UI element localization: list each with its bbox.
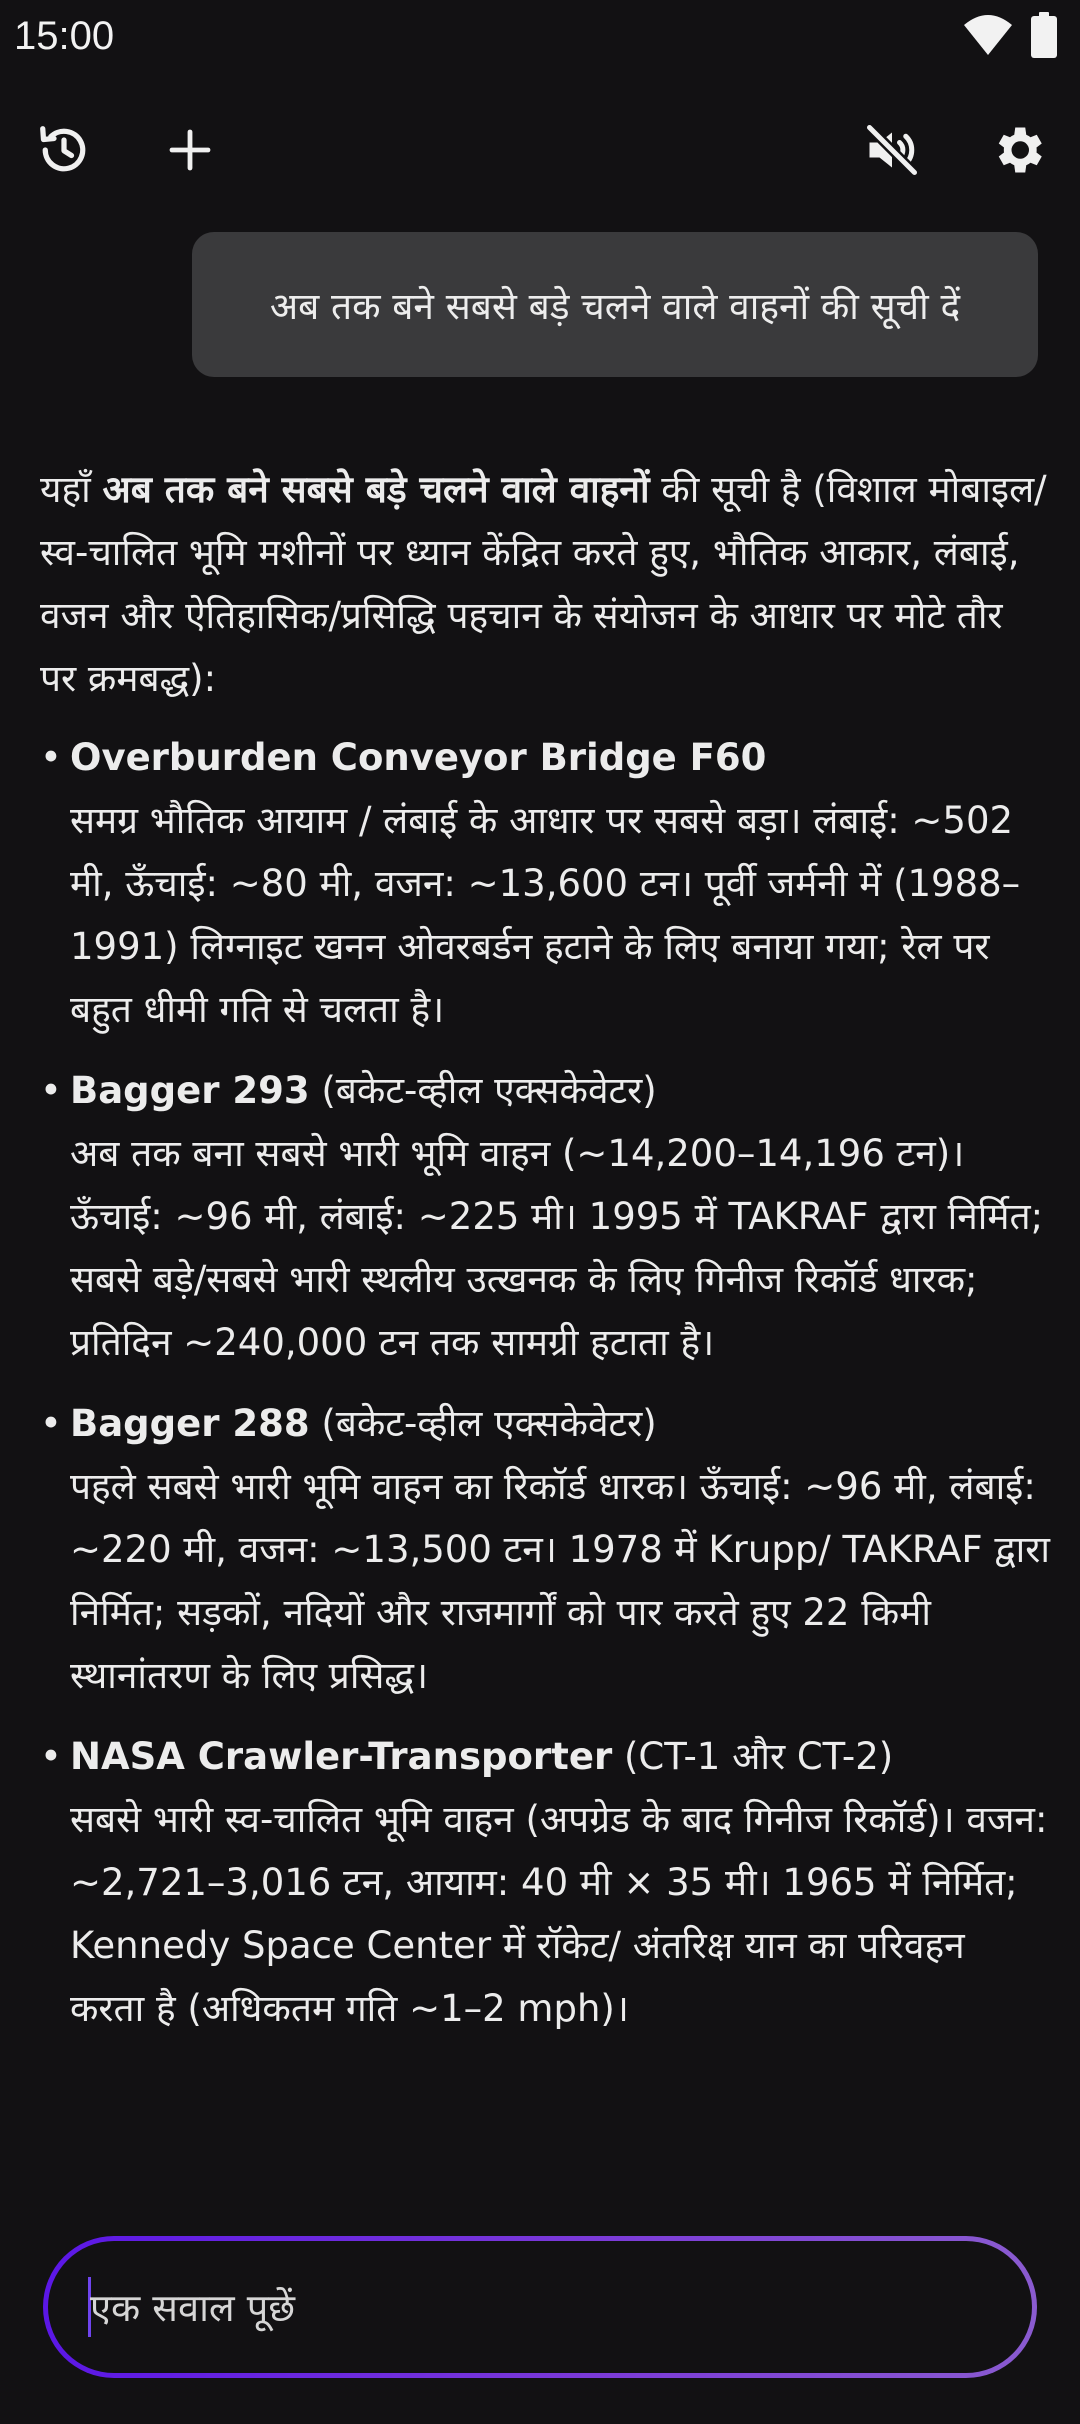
status-bar bbox=[0, 0, 1080, 80]
item-type: (CT-1 और CT-2) bbox=[612, 1735, 894, 1778]
volume-off-icon bbox=[862, 120, 922, 184]
bullet: • bbox=[40, 736, 62, 779]
history-icon bbox=[34, 120, 94, 184]
list-item bbox=[40, 1059, 1050, 1374]
settings-button[interactable] bbox=[970, 104, 1066, 200]
user-message-bubble bbox=[192, 232, 1038, 377]
bullet: • bbox=[40, 1735, 62, 1778]
status-time: 15:00 bbox=[14, 14, 115, 58]
bullet: • bbox=[40, 1402, 62, 1445]
item-title: Bagger 293 bbox=[70, 1069, 310, 1112]
item-description: पहले सबसे भारी भूमि वाहन का रिकॉर्ड धारक। ऊँचाई: ~96 मी, लंबाई: ~220 मी, वजन: ~13,500 टन। 1978 में Krupp/ TAKRAF द्वारा निर्मित; सड़कों, नदियों और राजमार्गों को पार करते हुए 22 किमी स्थानांतरण के लिए प्रसिद्ध। bbox=[70, 1465, 1050, 1697]
vehicle-list bbox=[40, 726, 1050, 2040]
battery-icon bbox=[1030, 12, 1058, 62]
list-item bbox=[40, 1392, 1050, 1707]
list-item bbox=[40, 1725, 1050, 2040]
mute-button[interactable] bbox=[844, 104, 940, 200]
item-title: Overburden Conveyor Bridge F60 bbox=[70, 736, 767, 779]
new-chat-button[interactable] bbox=[142, 104, 238, 200]
item-description: अब तक बना सबसे भारी भूमि वाहन (~14,200–14,196 टन)। ऊँचाई: ~96 मी, लंबाई: ~225 मी। 1995 में TAKRAF द्वारा निर्मित; सबसे बड़े/सबसे भारी स्थलीय उत्खनक के लिए गिनीज रिकॉर्ड धारक; प्रतिदिन ~240,000 टन तक सामग्री हटाता है। bbox=[70, 1132, 1044, 1364]
message-composer bbox=[43, 2236, 1037, 2378]
wifi-icon bbox=[962, 13, 1014, 61]
history-button[interactable] bbox=[16, 104, 112, 200]
list-item bbox=[40, 726, 1050, 1041]
plus-icon bbox=[166, 126, 214, 178]
item-type: (बकेट-व्हील एक्सकेवेटर) bbox=[309, 1069, 657, 1112]
answer-intro: यहाँ अब तक बने सबसे बड़े चलने वाले वाहनों की सूची है (विशाल मोबाइल/स्व-चालित भूमि मशीनों पर ध्यान केंद्रित करते हुए, भौतिक आकार, लंबाई, वजन और ऐतिहासिक/प्रसिद्धि पहचान के संयोजन के आधार पर मोटे तौर पर क्रमबद्ध): bbox=[40, 468, 1047, 700]
top-toolbar bbox=[0, 90, 1080, 220]
gear-icon bbox=[988, 120, 1048, 184]
item-title: Bagger 288 bbox=[70, 1402, 310, 1445]
assistant-response bbox=[40, 458, 1050, 2058]
user-message-text: अब तक बने सबसे बड़े चलने वाले वाहनों की सूची दें bbox=[269, 285, 961, 328]
bullet: • bbox=[40, 1069, 62, 1112]
answer-intro-bold: अब तक बने सबसे बड़े चलने वाले वाहनों bbox=[102, 468, 650, 511]
item-description: सबसे भारी स्व-चालित भूमि वाहन (अपग्रेड के बाद गिनीज रिकॉर्ड)। वजन: ~2,721–3,016 टन, आयाम: 40 मी × 35 मी। 1965 में निर्मित; Kennedy Space Center में रॉकेट/ अंतरिक्ष यान का परिवहन करता है (अधिकतम गति ~1–2 mph)। bbox=[70, 1798, 1048, 2030]
item-title: NASA Crawler-Transporter bbox=[70, 1735, 613, 1778]
question-input[interactable] bbox=[88, 2241, 972, 2375]
item-description: समग्र भौतिक आयाम / लंबाई के आधार पर सबसे बड़ा। लंबाई: ~502 मी, ऊँचाई: ~80 मी, वजन: ~13,600 टन। पूर्वी जर्मनी में (1988–1991) लिग्नाइट खनन ओवरबर्डन हटाने के लिए बनाया गया; रेल पर बहुत धीमी गति से चलता है। bbox=[70, 799, 1021, 1031]
item-type: (बकेट-व्हील एक्सकेवेटर) bbox=[309, 1402, 657, 1445]
